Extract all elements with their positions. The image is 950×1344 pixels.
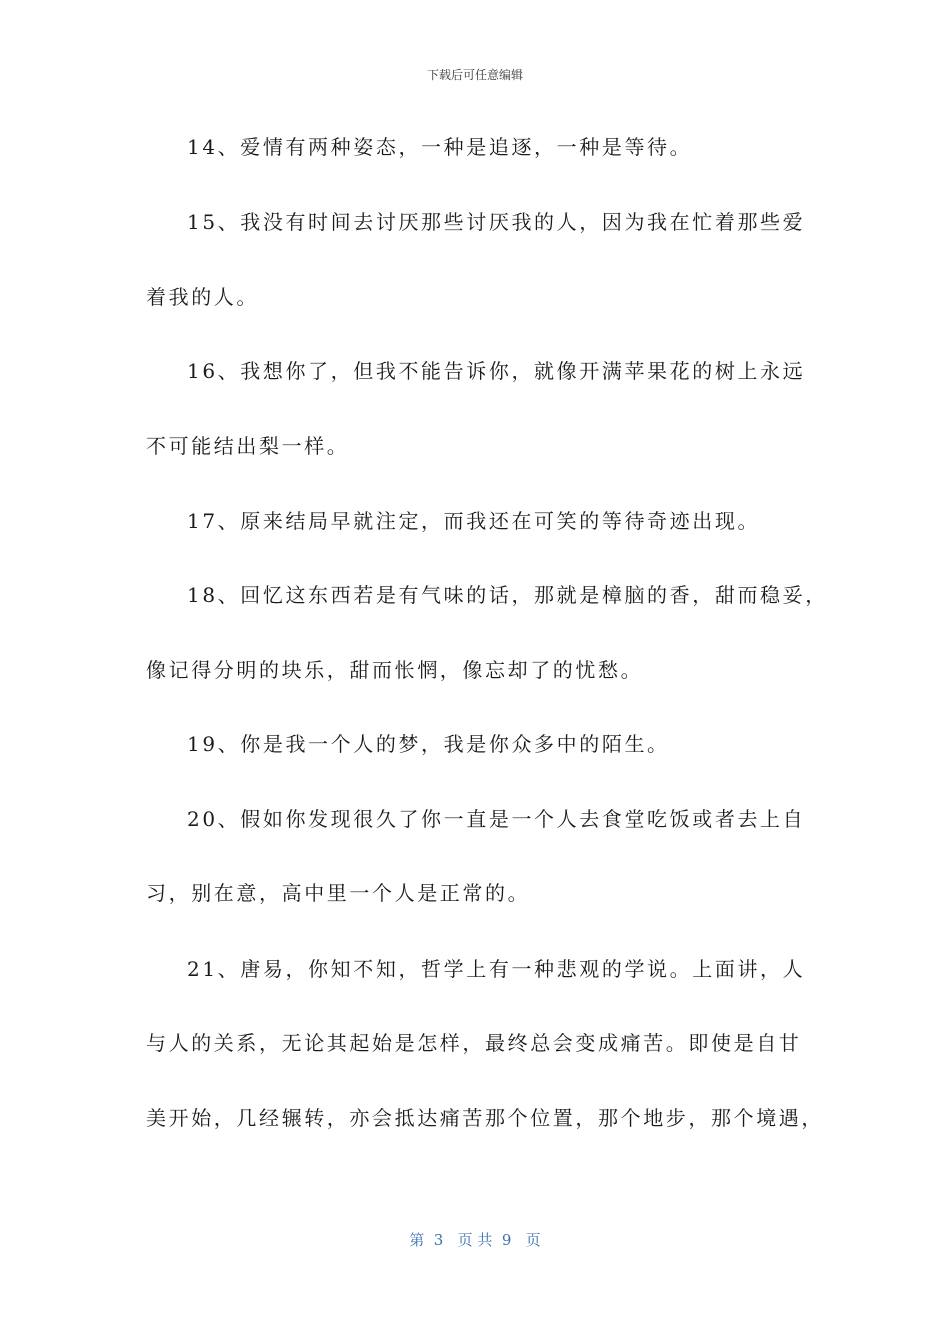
paragraph-line: 15、我没有时间去讨厌那些讨厌我的人，因为我在忙着那些爱 bbox=[187, 210, 806, 234]
paragraph-line: 着我的人。 bbox=[146, 285, 259, 309]
paragraph-line: 19、你是我一个人的梦，我是你众多中的陌生。 bbox=[187, 732, 670, 756]
header-note: 下载后可任意编辑 bbox=[426, 68, 523, 82]
paragraph-line: 习，别在意，高中里一个人是正常的。 bbox=[146, 881, 531, 905]
page-number: 第 3 页 共 9 页 bbox=[409, 1231, 541, 1249]
paragraph-line: 21、唐易，你知不知，哲学上有一种悲观的学说。上面讲，人 bbox=[187, 957, 806, 981]
paragraph-line: 16、我想你了，但我不能告诉你，就像开满苹果花的树上永远 bbox=[187, 359, 806, 383]
paragraph-line: 美开始，几经辗转，亦会抵达痛苦那个位置，那个地步，那个境遇， bbox=[146, 1106, 824, 1130]
paragraph-line: 像记得分明的块乐，甜而怅惘，像忘却了的忧愁。 bbox=[146, 658, 644, 682]
paragraph-line: 18、回忆这东西若是有气味的话，那就是樟脑的香，甜而稳妥， bbox=[187, 583, 828, 607]
paragraph-line: 与人的关系，无论其起始是怎样，最终总会变成痛苦。即使是自甘 bbox=[146, 1031, 802, 1055]
paragraph-line: 不可能结出梨一样。 bbox=[146, 434, 350, 458]
paragraph-line: 20、假如你发现很久了你一直是一个人去食堂吃饭或者去上自 bbox=[187, 807, 806, 831]
paragraph-line: 14、爱情有两种姿态，一种是追逐，一种是等待。 bbox=[187, 135, 693, 159]
paragraph-line: 17、原来结局早就注定，而我还在可笑的等待奇迹出现。 bbox=[187, 509, 761, 533]
